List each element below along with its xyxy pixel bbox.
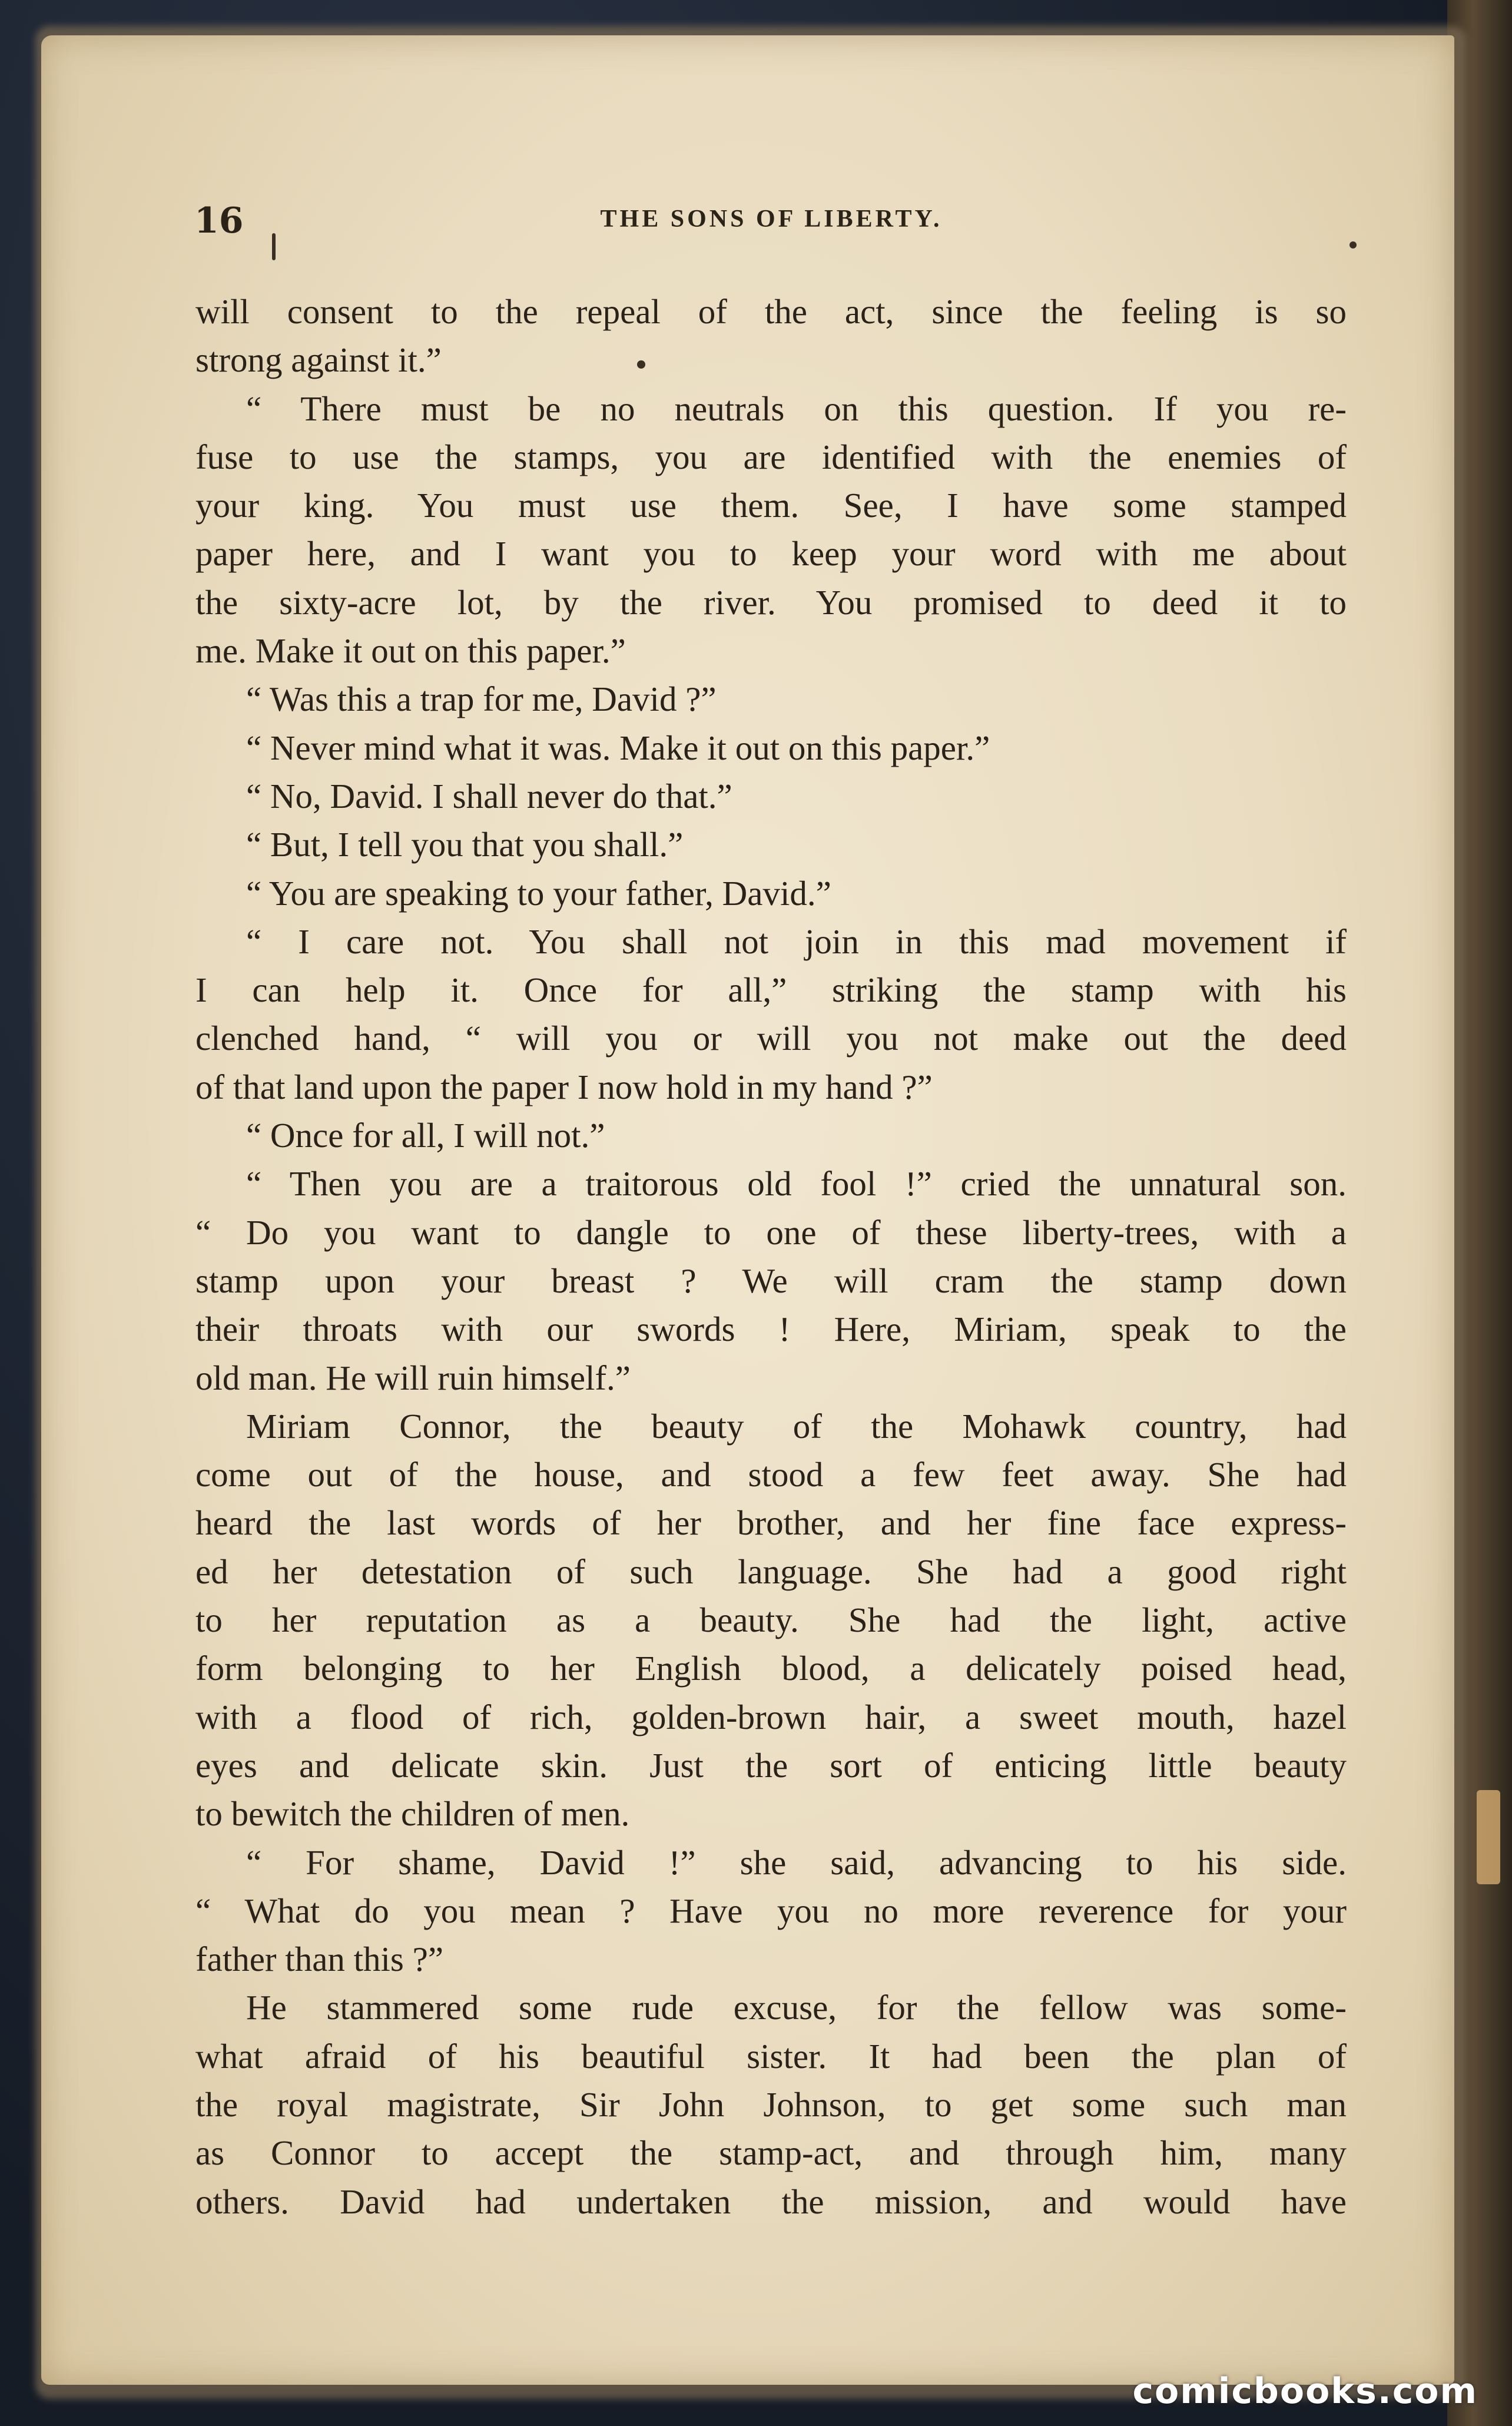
text-line: what afraid of his beautiful sister. It had been the plan of bbox=[195, 2036, 1347, 2076]
binding-tab bbox=[1477, 1790, 1500, 1884]
text-line: “ What do you mean ? Have you no more reverence for your bbox=[195, 1891, 1347, 1930]
text-line: with a flood of rich, golden-brown hair, a sweet mouth, hazel bbox=[195, 1697, 1347, 1736]
book-title: THE SONS OF LIBERTY. bbox=[600, 206, 943, 233]
text-line: “ No, David. I shall never do that.” bbox=[246, 776, 732, 816]
text-line: to her reputation as a beauty. She had the light, active bbox=[195, 1600, 1347, 1640]
text-line: me. Make it out on this paper.” bbox=[195, 631, 626, 671]
text-line: the royal magistrate, Sir John Johnson, to get some such man bbox=[195, 2084, 1347, 2124]
text-line: “ But, I tell you that you shall.” bbox=[246, 825, 684, 864]
text-line: to bewitch the children of men. bbox=[195, 1794, 630, 1834]
body-text bbox=[195, 287, 1347, 2226]
text-line: I can help it. Once for all,” striking the stamp with his bbox=[195, 970, 1347, 1010]
text-line: fuse to use the stamps, you are identified with the enemies of bbox=[195, 437, 1347, 476]
ink-speck bbox=[637, 360, 645, 369]
text-line: “ You are speaking to your father, David.” bbox=[246, 873, 831, 913]
text-line: your king. You must use them. See, I have some stamped bbox=[195, 486, 1347, 525]
text-line: the sixty-acre lot, by the river. You promised to deed it to bbox=[195, 582, 1347, 622]
text-line: “ Then you are a traitorous old fool !” cried the unnatural son. bbox=[246, 1164, 1347, 1204]
text-line: come out of the house, and stood a few feet away. She had bbox=[195, 1455, 1347, 1494]
text-line: “ Do you want to dangle to one of these liberty-trees, with a bbox=[195, 1212, 1347, 1252]
text-line: eyes and delicate skin. Just the sort of enticing little beauty bbox=[195, 1745, 1347, 1785]
text-line: paper here, and I want you to keep your word with me about bbox=[195, 534, 1347, 574]
text-line: will consent to the repeal of the act, since the feeling is so bbox=[195, 292, 1347, 331]
text-line: “ Never mind what it was. Make it out on this paper.” bbox=[246, 728, 990, 767]
text-line: ed her detestation of such language. She had a good right bbox=[195, 1552, 1347, 1591]
text-line: “ For shame, David !” she said, advancing to his side. bbox=[246, 1842, 1347, 1882]
text-line: form belonging to her English blood, a delicately poised head, bbox=[195, 1649, 1347, 1688]
text-line: others. David had undertaken the mission, and would have bbox=[195, 2182, 1347, 2221]
text-line: as Connor to accept the stamp-act, and through him, many bbox=[195, 2133, 1347, 2173]
text-line: clenched hand, “ will you or will you not make out the deed bbox=[195, 1019, 1347, 1058]
ink-speck bbox=[272, 233, 276, 260]
text-line: heard the last words of her brother, and her fine face express- bbox=[195, 1503, 1347, 1543]
text-line: He stammered some rude excuse, for the fellow was some- bbox=[246, 1988, 1347, 2027]
text-line: “ Was this a trap for me, David ?” bbox=[246, 680, 717, 719]
text-line: their throats with our swords ! Here, Miriam, speak to the bbox=[195, 1310, 1347, 1349]
text-line: “ I care not. You shall not join in this mad movement if bbox=[246, 922, 1347, 961]
site-watermark: comicbooks.com bbox=[1132, 2371, 1478, 2412]
text-line: “ Once for all, I will not.” bbox=[246, 1116, 605, 1155]
text-line: old man. He will ruin himself.” bbox=[195, 1358, 631, 1397]
running-head bbox=[194, 200, 1348, 247]
ink-speck bbox=[1349, 241, 1357, 248]
text-line: stamp upon your breast ? We will cram the stamp down bbox=[195, 1261, 1347, 1300]
text-line: Miriam Connor, the beauty of the Mohawk country, had bbox=[246, 1406, 1347, 1446]
text-line: strong against it.” bbox=[195, 340, 442, 380]
text-line: of that land upon the paper I now hold in my hand ?” bbox=[195, 1067, 933, 1106]
text-line: father than this ?” bbox=[195, 1940, 444, 1979]
text-line: “ There must be no neutrals on this question. If you re- bbox=[246, 389, 1347, 428]
page-number: 16 bbox=[194, 200, 244, 241]
